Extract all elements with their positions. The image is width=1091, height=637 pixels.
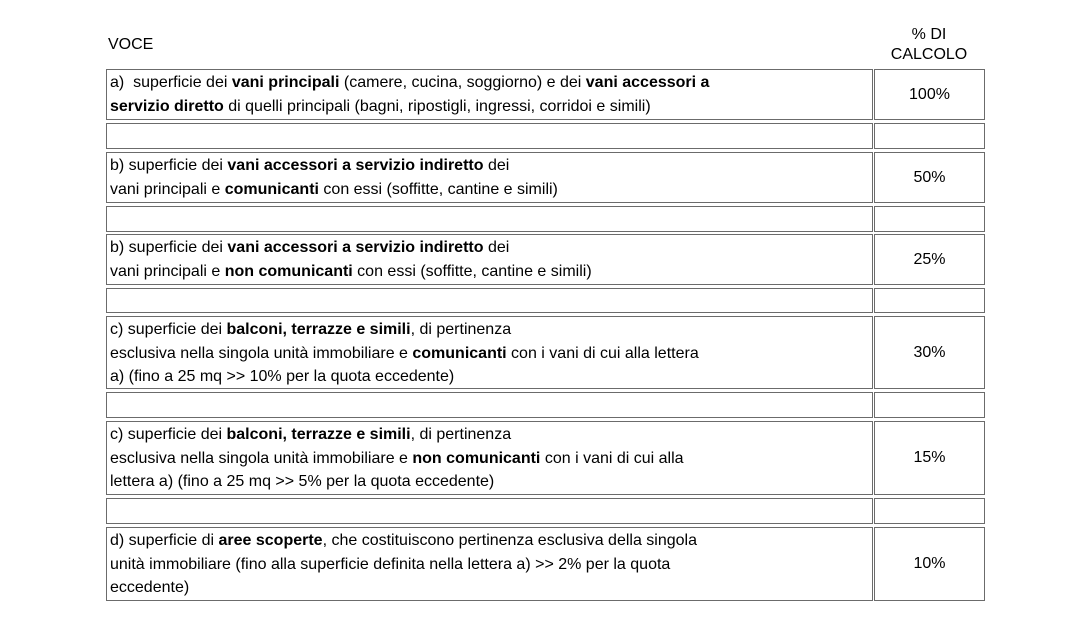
voce-text: dei [483,157,510,174]
voce-text: , che costituiscono pertinenza esclusiva della singola [322,532,697,549]
voce-text: c) superficie dei [110,321,227,338]
voce-text-line [110,423,869,447]
percent-value: 15% [913,449,946,466]
voce-text-line [110,178,869,202]
voce-text-line [110,342,869,366]
voce-column-header: VOCE [108,36,154,53]
voce-text: , di pertinenza [410,321,512,338]
voce-bold-text: vani accessori a servizio indiretto [227,157,484,174]
voce-text: , di pertinenza [410,426,512,443]
voce-text-line [110,576,869,600]
voce-text: vani principali e [110,262,225,280]
percent-value: 25% [913,250,946,268]
voce-bold-text: vani accessori a [585,74,710,91]
percent-cell [874,152,985,203]
percent-cell [874,527,985,601]
voce-bold-text: aree scoperte [218,532,323,549]
empty-spacer-cell [874,123,985,149]
empty-spacer-cell [874,392,985,418]
empty-spacer-cell [874,206,985,232]
voce-text: a) (fino a 25 mq >> 10% per la quota eccedente) [110,368,455,385]
voce-cell [106,234,873,285]
voce-text-line [110,260,869,284]
voce-text: (camere, cucina, soggiorno) e dei [339,74,586,91]
voce-bold-text: vani accessori a servizio indiretto [227,239,484,256]
empty-spacer-cell [106,392,873,418]
voce-text-line [110,318,869,342]
percent-value: 30% [913,343,946,361]
voce-text: con essi (soffitte, cantine e simili) [352,262,592,280]
percent-cell [874,69,985,120]
percent-header-line-2: CALCOLO [890,46,968,63]
voce-bold-text: vani principali [231,74,340,91]
empty-spacer-cell [106,206,873,232]
voce-text-line [110,236,869,260]
percent-cell [874,421,985,495]
voce-bold-text: non comunicanti [224,262,353,280]
voce-text: a) superficie dei [110,74,232,91]
voce-bold-text: comunicanti [224,180,319,198]
voce-text: esclusiva nella singola unità immobiliare e [110,344,413,362]
voce-text: eccedente) [110,579,190,596]
voce-text: con essi (soffitte, cantine e simili) [318,180,558,198]
voce-text: d) superficie di [110,532,219,549]
voce-bold-text: balconi, terrazze e simili [226,321,411,338]
voce-text: dei [483,239,510,256]
empty-spacer-cell [106,498,873,524]
empty-spacer-cell [106,123,873,149]
voce-text: unità immobiliare (fino alla superficie definita nella lettera a) >> 2% per la quota [110,555,671,573]
percent-value: 10% [913,555,946,572]
voce-text: con i vani di cui alla [540,449,684,467]
percent-column-header [874,25,984,65]
voce-text-line [110,553,869,577]
voce-bold-text: non comunicanti [412,449,541,467]
voce-text-line [110,95,869,119]
percent-header-line-1: % DI [911,26,947,43]
voce-bold-text: balconi, terrazze e simili [226,426,411,443]
voce-text: vani principali e [110,180,225,198]
voce-text: b) superficie dei [110,157,228,174]
percent-cell [874,234,985,285]
voce-text: c) superficie dei [110,426,227,443]
percent-cell [874,316,985,389]
voce-text: lettera a) (fino a 25 mq >> 5% per la quota eccedente) [110,473,495,490]
voce-text-line [110,447,869,471]
voce-text-line [110,154,869,178]
voce-text-line [110,365,869,389]
voce-text: con i vani di cui alla lettera [506,344,699,362]
voce-cell [106,527,873,601]
voce-text-line [110,529,869,553]
empty-spacer-cell [874,288,985,313]
voce-text-line [110,71,869,95]
voce-bold-text: comunicanti [412,344,507,362]
voce-text-line [110,470,869,494]
voce-cell [106,69,873,120]
empty-spacer-cell [106,288,873,313]
percent-value: 50% [913,168,946,186]
voce-cell [106,421,873,495]
voce-cell [106,316,873,389]
voce-text: esclusiva nella singola unità immobiliare e [110,449,413,467]
empty-spacer-cell [874,498,985,524]
voce-bold-text: servizio diretto [110,97,224,115]
voce-text: b) superficie dei [110,239,228,256]
voce-text: di quelli principali (bagni, ripostigli, ingressi, corridoi e simili) [223,97,651,115]
percent-value: 100% [909,85,950,103]
voce-cell [106,152,873,203]
